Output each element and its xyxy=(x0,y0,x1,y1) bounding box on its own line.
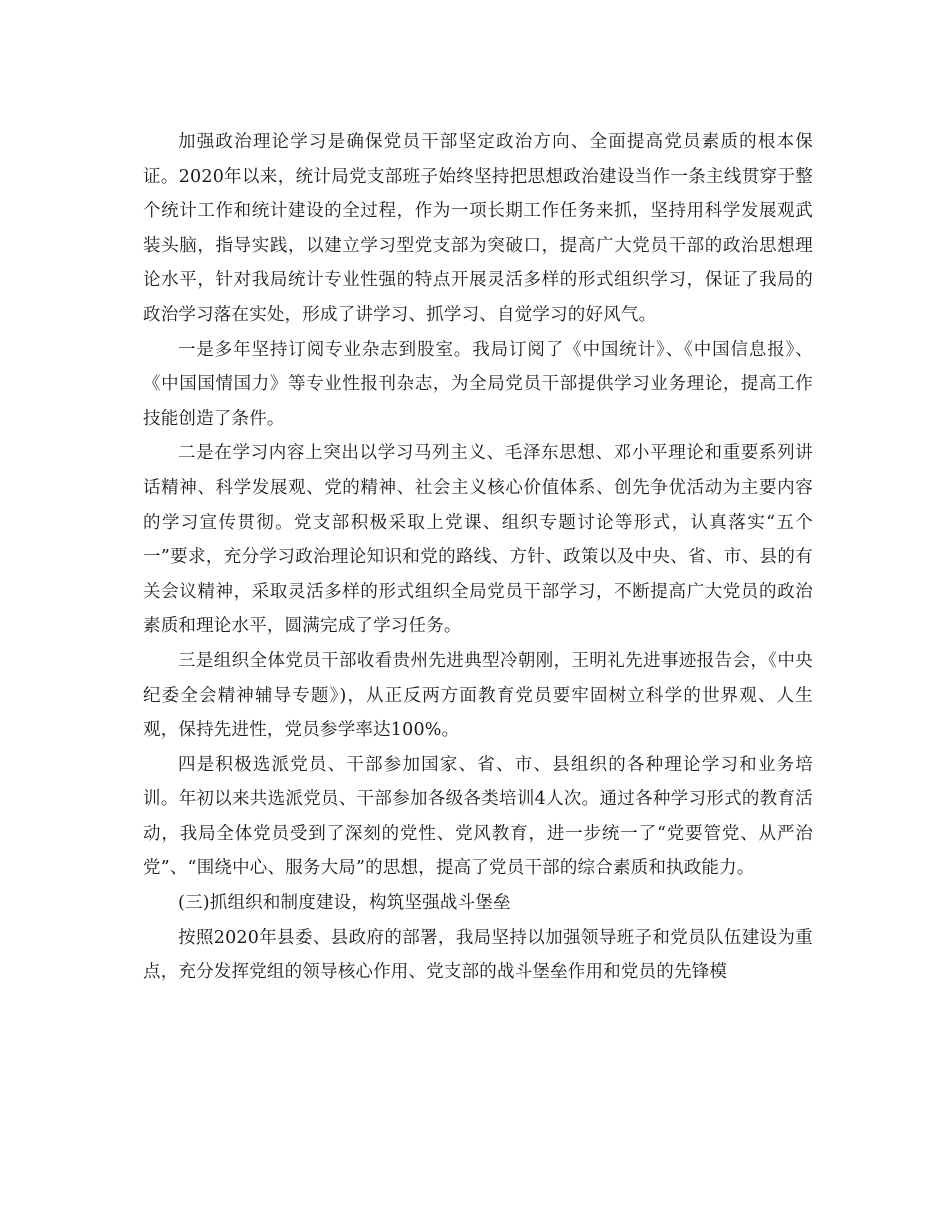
paragraph-study-content: 二是在学习内容上突出以学习马列主义、毛泽东思想、邓小平理论和重要系列讲话精神、科学发展观、党的精神、社会主义核心价值体系、创先争优活动为主要内容的学习宣传贯彻。党支部积极采取上党课、组织专题讨论等形式，认真落实“五个一”要求，充分学习政治理论知识和党的路线、方针、政策以及中央、省、市、县的有关会议精神，采取灵活多样的形式组织全局党员干部学习，不断提高广大党员的政治素质和理论水平，圆满完成了学习任务。 xyxy=(143,443,813,637)
document-page xyxy=(143,125,813,990)
paragraph-political-study: 加强政治理论学习是确保党员干部坚定政治方向、全面提高党员素质的根本保证。2020年以来，统计局党支部班子始终坚持把思想政治建设当作一条主线贯穿于整个统计工作和统计建设的全过程，作为一项长期工作任务来抓，坚持用科学发展观武装头脑，指导实践，以建立学习型党支部为突破口，提高广大党员干部的政治思想理论水平，针对我局统计专业性强的特点开展灵活多样的形式组织学习，保证了我局的政治学习落在实处，形成了讲学习、抓学习、自觉学习的好风气。 xyxy=(143,132,813,325)
paragraph-watch-report: 三是组织全体党员干部收看贵州先进典型冷朝刚，王明礼先进事迹报告会，《中央纪委全会精神辅导专题》)，从正反两方面教育党员要牢固树立科学的世界观、人生观，保持先进性，党员参学率达100%。 xyxy=(143,650,813,741)
section-heading: (三)抓组织和制度建设，构筑坚强战斗堡垒 xyxy=(178,893,511,914)
paragraph-organization: 按照2020年县委、县政府的部署，我局坚持以加强领导班子和党员队伍建设为重点，充分发挥党组的领导核心作用、党支部的战斗堡垒作用和党员的先锋模 xyxy=(143,927,813,983)
paragraph-training: 四是积极选派党员、干部参加国家、省、市、县组织的各种理论学习和业务培训。年初以来共选派党员、干部参加各级各类培训4人次。通过各种学习形式的教育活动，我局全体党员受到了深刻的党性、党风教育，进一步统一了“党要管党、从严治党”、“围绕中心、服务大局”的思想，提高了党员干部的综合素质和执政能力。 xyxy=(143,754,813,879)
paragraph-subscriptions: 一是多年坚持订阅专业杂志到股室。我局订阅了《中国统计》、《中国信息报》、《中国国情国力》等专业性报刊杂志，为全局党员干部提供学习业务理论，提高工作技能创造了条件。 xyxy=(143,339,813,429)
